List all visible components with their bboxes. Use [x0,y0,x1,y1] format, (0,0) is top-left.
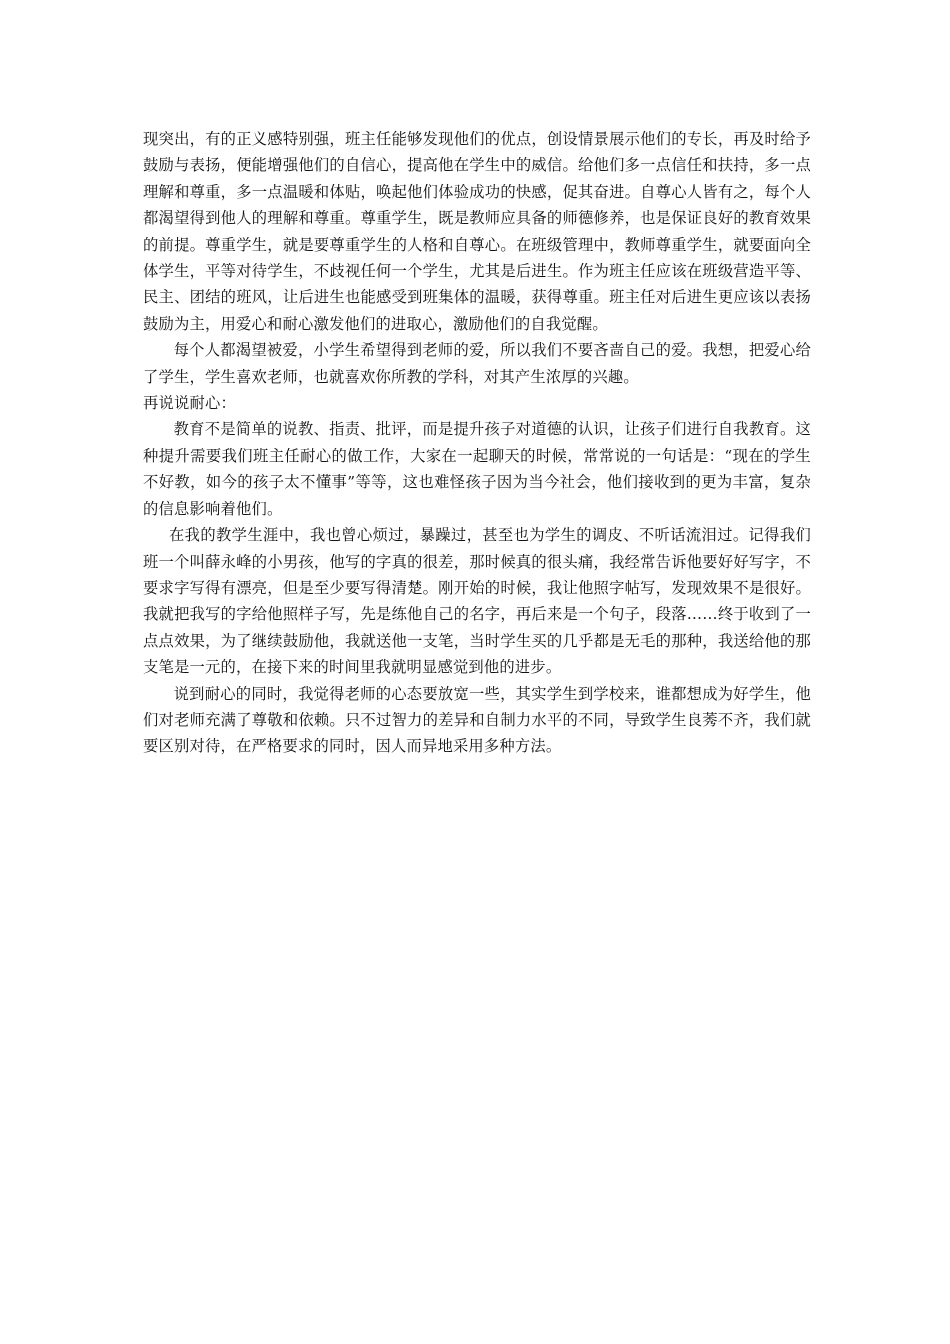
section-heading-patience: 再说说耐心： [143,394,236,413]
document-body [143,126,811,760]
paragraph-attitude: 说到耐心的同时，我觉得老师的心态要放宽一些，其实学生到学校来，谁都想成为好学生，他们对老师充满了尊敬和依赖。只不过智力的差异和自制力水平的不同，导致学生良莠不齐，我们就要区别对待，在严格要求的同时，因人而异地采用多种方法。 [143,684,811,756]
paragraph-respect-continuation: 现突出，有的正义感特别强，班主任能够发现他们的优点，创设情景展示他们的专长，再及时给予鼓励与表扬，便能增强他们的自信心，提高他在学生中的威信。给他们多一点信任和扶持，多一点理解和尊重，多一点温暖和体贴，唤起他们体验成功的快感，促其奋进。自尊心人皆有之，每个人都渴望得到他人的理解和尊重。尊重学生，既是教师应具备的师德修养，也是保证良好的教育效果的前提。尊重学生，就是要尊重学生的人格和自尊心。在班级管理中，教师尊重学生，就要面向全体学生，平等对待学生，不歧视任何一个学生，尤其是后进生。作为班主任应该在班级营造平等、民主、团结的班风，让后进生也能感受到班集体的温暖，获得尊重。班主任对后进生更应该以表扬鼓励为主，用爱心和耐心激发他们的进取心，激励他们的自我觉醒。 [143,130,811,333]
paragraph-education: 教育不是简单的说教、指责、批评，而是提升孩子对道德的认识，让孩子们进行自我教育。这种提升需要我们班主任耐心的做工作，大家在一起聊天的时候，常常说的一句话是：“现在的学生不好教，如今的孩子太不懂事”等等，这也难怪孩子因为当今社会，他们接收到的更为丰富，复杂的信息影响着他们。 [143,420,811,518]
paragraph-teaching-story: 在我的教学生涯中，我也曾心烦过，暴躁过，甚至也为学生的调皮、不听话流泪过。记得我们班一个叫薛永峰的小男孩，他写的字真的很差，那时候真的很头痛，我经常告诉他要好好写字，不要求字写得有漂亮，但是至少要写得清楚。刚开始的时候，我让他照字帖写，发现效果不是很好。我就把我写的字给他照样子写，先是练他自己的名字，再后来是一个句子，段落……终于收到了一点点效果，为了继续鼓励他，我就送他一支笔，当时学生买的几乎都是无毛的那种，我送给他的那支笔是一元的，在接下来的时间里我就明显感觉到他的进步。 [143,526,811,677]
paragraph-love: 每个人都渴望被爱，小学生希望得到老师的爱，所以我们不要吝啬自己的爱。我想，把爱心给了学生，学生喜欢老师，也就喜欢你所教的学科，对其产生浓厚的兴趣。 [143,341,811,386]
